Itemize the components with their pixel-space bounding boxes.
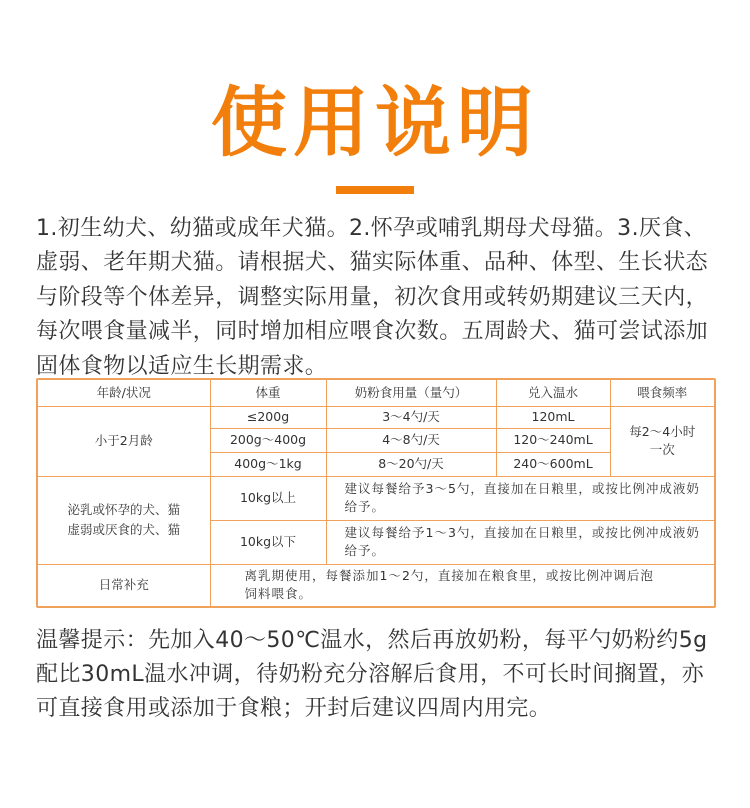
amount-cell: 4～8勺/天 bbox=[326, 428, 496, 452]
advice-cell: 建议每餐给予1～3勺，直接加在日粮里，或按比例冲成液奶给予。 bbox=[326, 520, 714, 564]
table-row bbox=[38, 406, 714, 428]
table-header-row bbox=[38, 380, 714, 406]
title-underline bbox=[336, 186, 414, 194]
feeding-table-container bbox=[36, 378, 716, 608]
amount-cell: 3～4勺/天 bbox=[326, 406, 496, 428]
advice-cell: 建议每餐给予3～5勺，直接加在日粮里，或按比例冲成液奶给予。 bbox=[326, 476, 714, 520]
header-age: 年龄/状况 bbox=[38, 380, 210, 406]
age-under-2-months: 小于2月龄 bbox=[38, 406, 210, 476]
page-title: 使用说明 bbox=[211, 78, 539, 167]
tips-paragraph: 温馨提示：先加入40～50℃温水，然后再放奶粉，每平勺奶粉约5g配比30mL温水冲调，待奶粉充分溶解后食用，不可长时间搁置，亦可直接食用或添加于食粮；开封后建议四周内用完。 bbox=[36, 628, 708, 721]
weight-cell: 10kg以上 bbox=[210, 476, 326, 520]
water-cell: 120mL bbox=[496, 406, 610, 428]
header-weight: 体重 bbox=[210, 380, 326, 406]
header-water: 兑入温水 bbox=[496, 380, 610, 406]
frequency-cell: 每2～4小时一次 bbox=[610, 406, 714, 476]
intro-paragraph: 1.初生幼犬、幼猫或成年犬猫。2.怀孕或哺乳期母犬母猫。3.厌食、虚弱、老年期犬猫。请根据犬、猫实际体重、品种、体型、生长状态与阶段等个体差异，调整实际用量，初次食用或转奶期建议三天内，每次喂食量减半，同时增加相应喂食次数。五周龄犬、猫可尝试添加固体食物以适应生长期需求。 bbox=[36, 216, 709, 379]
header-amount: 奶粉食用量（量勺） bbox=[326, 380, 496, 406]
feeding-table bbox=[38, 380, 714, 606]
weight-cell: 10kg以下 bbox=[210, 520, 326, 564]
weight-cell: 200g～400g bbox=[210, 428, 326, 452]
amount-cell: 8～20勺/天 bbox=[326, 452, 496, 476]
daily-supplement-label: 日常补充 bbox=[38, 564, 210, 606]
weight-cell: 400g～1kg bbox=[210, 452, 326, 476]
advice-cell: 离乳期使用，每餐添加1～2勺，直接加在粮食里，或按比例冲调后泡饲料喂食。 bbox=[210, 564, 714, 606]
table-row bbox=[38, 564, 714, 606]
header-frequency: 喂食频率 bbox=[610, 380, 714, 406]
water-cell: 120～240mL bbox=[496, 428, 610, 452]
table-row bbox=[38, 476, 714, 520]
special-condition-label: 泌乳或怀孕的犬、猫 虚弱或厌食的犬、猫 bbox=[38, 476, 210, 564]
water-cell: 240～600mL bbox=[496, 452, 610, 476]
weight-cell: ≤200g bbox=[210, 406, 326, 428]
